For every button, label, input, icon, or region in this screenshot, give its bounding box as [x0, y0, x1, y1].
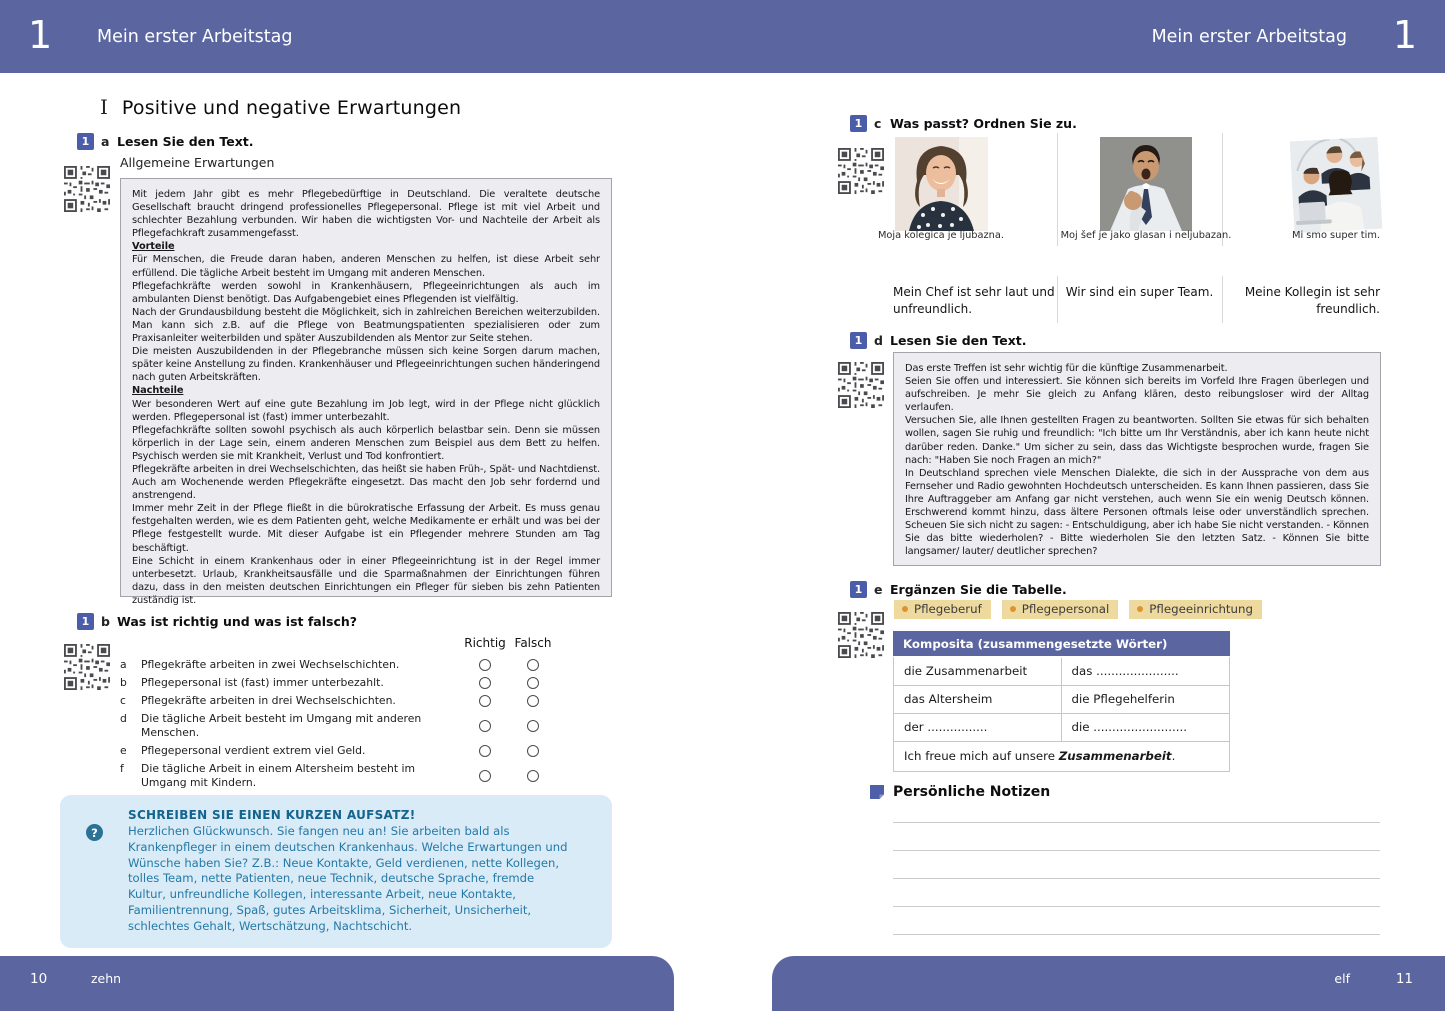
task-title: Ergänzen Sie die Tabelle. [890, 582, 1067, 597]
task-letter: d [874, 333, 883, 348]
task-title: Lesen Sie den Text. [890, 333, 1027, 348]
table-row [894, 658, 1229, 686]
task-number-badge: 1 [850, 115, 867, 132]
paragraph: Pflegekräfte arbeiten in drei Wechselschichten, das heißt sie haben Früh-, Spät- und Nachtdienst. Auch am Wochenende werden Pflegekräfte eingesetzt. Das macht den Job sehr fordernd und anstrengend. [132, 463, 600, 502]
task-title: Lesen Sie den Text. [117, 134, 254, 149]
photo-caption: Moja kolegica je ljubazna. [877, 230, 1004, 241]
tag-label: Pflegeberuf [914, 602, 982, 616]
notes-line [893, 822, 1380, 823]
paragraph: Die meisten Auszubildenden in der Pflegebranche müssen sich keine Sorgen darum machen, später keine Anstellung zu finden. Krankenhäuser und Pflegeeinrichtungen suchen händeringend nach guten Arbeitskräften. [132, 346, 600, 384]
qr-code-icon [838, 148, 884, 194]
word-tag [894, 600, 991, 619]
radio-falsch[interactable] [527, 659, 539, 671]
photo-loud-boss [1100, 137, 1192, 231]
item-statement: Die tägliche Arbeit besteht im Umgang mit anderen Menschen. [141, 712, 422, 739]
paragraph: Versuchen Sie, alle Ihnen gestellten Fragen zu beantworten. Sollten Sie etwas für sich behalten wollen, sagen Sie ruhig und freundlich: "Ich bitte um Ihr Verständnis, aber ich kann heute nicht darüber reden. Danke." Um sicher zu sein, dass das Wichtigste besprochen wurde, fragen Sie nach: "Haben Sie noch Fragen an mich?" [905, 415, 1369, 466]
task-1c-header [850, 115, 1077, 132]
task-letter: b [101, 614, 110, 629]
radio-richtig[interactable] [479, 677, 491, 689]
sentence-prefix: Ich freue mich auf unsere [904, 749, 1059, 763]
notes-line [893, 878, 1380, 879]
bullet-icon [1137, 606, 1143, 612]
essay-task-title: SCHREIBEN SIE EINEN KURZEN AUFSATZ! [128, 808, 416, 822]
task-number-badge: 1 [77, 133, 94, 150]
match-sentence: Meine Kollegin ist sehr freundlich. [1244, 285, 1380, 316]
page-number-word: zehn [91, 971, 122, 986]
table-cell-fill-in: die ......................... [1071, 720, 1188, 734]
task-number-badge: 1 [77, 613, 94, 630]
paragraph: Immer mehr Zeit in der Pflege fließt in die bürokratische Erfassung der Arbeit. Es muss genau festgehalten werden, wie es dem Patienten geht, welche Medikamente er erhält und was bei der Pflege festgestellt wurde. Mit dieser Aufgabe ist ein Pflegender mehrere Stunden am Tag beschäftigt. [132, 503, 600, 554]
item-statement: Pflegekräfte arbeiten in drei Wechselschichten. [141, 694, 396, 707]
word-tag [1002, 600, 1119, 619]
task-1b-header [77, 613, 357, 630]
column-header-falsch: Falsch [514, 636, 552, 650]
radio-falsch[interactable] [527, 745, 539, 757]
paragraph: Wer besonderen Wert auf eine gute Bezahlung im Job legt, wird in der Pflege nicht glücklich werden. Pflegepersonal ist (fast) immer unterbezahlt. [132, 398, 600, 423]
table-cell-fill-in: das ...................... [1071, 664, 1179, 678]
bullet-icon [1010, 606, 1016, 612]
task-letter: e [874, 582, 883, 597]
table-cell: die Pflegehelferin [1071, 692, 1175, 706]
photo-super-team [1290, 137, 1383, 233]
photo-caption: Moj šef je jako glasan i neljubazan. [1060, 230, 1232, 241]
section-heading [100, 95, 461, 119]
qr-code-icon [64, 644, 110, 690]
task-title: Was ist richtig und was ist falsch? [117, 614, 358, 629]
paragraph: Seien Sie offen und interessiert. Sie können sich bereits im Vorfeld Ihre Fragen überlegen und aufschreiben. Je mehr Sie gleich zu Anfang klären, desto reibungsloser wird der Alltag verlaufen. [905, 376, 1369, 414]
paragraph: Pflegefachkräfte werden sowohl in Krankenhäusern, Pflegeeinrichtungen als auch im ambulanten Dienst benötigt. Das Aufgabengebiet eines Pflegenden ist vielfältig. [132, 280, 600, 305]
task-letter: c [874, 116, 882, 131]
task-number-badge: 1 [850, 581, 867, 598]
chapter-title-left: Mein erster Arbeitstag [97, 26, 293, 47]
personal-notes-header [870, 784, 1050, 800]
radio-richtig[interactable] [479, 770, 491, 782]
chapter-title-right: Mein erster Arbeitstag [1151, 26, 1347, 47]
bullet-icon [902, 606, 908, 612]
chapter-header-bar [0, 0, 1445, 73]
question-mark-icon: ? [86, 824, 103, 841]
item-statement: Die tägliche Arbeit in einem Altersheim besteht im Umgang mit Kindern. [141, 762, 416, 789]
table-row [894, 686, 1229, 714]
item-statement: Pflegepersonal ist (fast) immer unterbezahlt. [141, 676, 384, 689]
table-example-sentence [894, 742, 1229, 771]
radio-falsch[interactable] [527, 770, 539, 782]
task-number-badge: 1 [850, 332, 867, 349]
reading-text-a [120, 178, 612, 606]
word-tags [894, 600, 1262, 619]
table-cell-fill-in: der ................ [894, 714, 1062, 741]
paragraph: Pflegefachkräfte sollten sowohl psychisch als auch körperlich belastbar sein. Denn sie müssen körperlich in der Lage sein, einem anderen Menschen zum Beispiel aus dem Bett zu helfen. Psychisch werden sie mit Krankheit, Verlust und Tod konfrontiert. [132, 424, 600, 462]
personal-notes-title: Persönliche Notizen [893, 784, 1051, 800]
tag-label: Pflegepersonal [1021, 602, 1110, 616]
item-letter: a [120, 658, 127, 671]
item-letter: e [120, 744, 127, 757]
task-1a-header [77, 133, 254, 150]
section-title: Positive und negative Erwartungen [121, 97, 462, 119]
paragraph: Das erste Treffen ist sehr wichtig für die künftige Zusammenarbeit. [905, 363, 1228, 374]
qr-code-icon [64, 166, 110, 212]
disadvantages-heading: Nachteile [132, 385, 184, 397]
sentence-keyword: Zusammenarbeit [1058, 749, 1172, 763]
item-letter: b [120, 676, 127, 689]
radio-richtig[interactable] [479, 720, 491, 732]
photo-caption: Mi smo super tim. [1292, 230, 1380, 241]
page-number: 10 [30, 971, 48, 987]
notes-line [893, 934, 1380, 935]
item-statement: Pflegepersonal verdient extrem viel Geld. [141, 744, 366, 757]
komposita-table [893, 631, 1230, 772]
true-false-table [120, 636, 557, 790]
match-sentence: Wir sind ein super Team. [1065, 285, 1214, 299]
paragraph: Mit jedem Jahr gibt es mehr Pflegebedürftige in Deutschland. Die veraltete deutsche Gesellschaft braucht dringend professionelles Pflegepersonal. Pflege ist mit viel Arbeit und schlechter Bezahlung verbunden. Wir haben die wichtigsten Vor- und Nachteile der Arbeit als Pflegefachkraft zusammengefasst. [132, 189, 600, 240]
sentence-suffix: . [1171, 749, 1176, 763]
notes-line [893, 906, 1380, 907]
radio-falsch[interactable] [527, 720, 539, 732]
item-statement: Pflegekräfte arbeiten in zwei Wechselschichten. [141, 658, 400, 671]
word-tag [1129, 600, 1262, 619]
essay-task-body: Herzlichen Glückwunsch. Sie fangen neu an! Sie arbeiten bald als Krankenpfleger in einem deutschen Krankenhaus. Welche Erwartungen und Wünsche haben Sie? Z.B.: Neue Kontakte, Geld verdienen, nette Kollegen, tolles Team, nette Patienten, neue Technik, deutsche Sprache, fremde Kultur, unfreundliche Kollegen, interessante Arbeit, neue Kontakte, Familientrennung, Spaß, gutes Arbeitsklima, Sicherheit, Unsicherheit, schlechtes Gehalt, Wertschätzung, Nachtschicht. [128, 824, 568, 933]
text-subtitle: Allgemeine Erwartungen [120, 155, 275, 170]
page-number: 11 [1395, 971, 1413, 987]
task-title: Was passt? Ordnen Sie zu. [890, 116, 1077, 131]
chapter-number-right: 1 [1392, 13, 1417, 57]
table-row [894, 714, 1229, 742]
item-letter: d [120, 712, 127, 725]
reading-text-d [893, 352, 1381, 566]
section-roman-numeral: I [100, 95, 108, 119]
column-header-richtig: Richtig [464, 636, 506, 650]
note-icon [870, 785, 884, 799]
paragraph: Eine Schicht in einem Krankenhaus oder in einer Pflegeeinrichtung ist in der Regel immer unterbesetzt. Urlaub, Krankheitsausfälle und die Sparmaßnahmen der Einrichtungen führen dazu, dass in den meisten deutschen Einrichtungen ein Pfleger für sieben bis zehn Patienten zuständig ist. [132, 555, 600, 606]
item-letter: f [120, 762, 124, 775]
tag-label: Pflegeeinrichtung [1149, 602, 1253, 616]
paragraph: Nach der Grundausbildung besteht die Möglichkeit, sich in zahlreichen Bereichen weiterzubilden. Man kann sich z.B. auf die Pflege von Beatmungspatienten spezialisieren oder zum Praxisanleiter weiterbilden und später Auszubildenden als Mentor zur Seite stehen. [132, 306, 600, 345]
page-footer-left [0, 956, 674, 1011]
radio-richtig[interactable] [479, 745, 491, 757]
task-1d-header [850, 332, 1027, 349]
chapter-number-left: 1 [28, 13, 53, 57]
qr-code-icon [838, 612, 884, 658]
notes-line [893, 850, 1380, 851]
table-cell: die Zusammenarbeit [894, 658, 1062, 685]
radio-richtig[interactable] [479, 659, 491, 671]
radio-falsch[interactable] [527, 677, 539, 689]
advantages-heading: Vorteile [132, 241, 175, 253]
photo-friendly-colleague [895, 137, 988, 231]
qr-code-icon [838, 362, 884, 408]
radio-falsch[interactable] [527, 695, 539, 707]
page-footer-right [772, 956, 1445, 1011]
paragraph: In Deutschland sprechen viele Menschen Dialekte, die sich in der Aussprache von dem aus Fernseher und Radio gewohnten Hochdeutsch unterscheiden. Es kann Ihnen passieren, dass Sie Ihre Auftraggeber am Anfang gar nicht verstehen, auch wenn Sie ein wenig Deutsch können. Erschwerend kommt hinzu, dass ältere Personen oftmals leise oder unverständlich sprechen. Scheuen Sie sich nicht zu sagen: - Entschuldigung, aber ich habe Sie nicht verstanden. - Können Sie das bitte wiederholen? - Bitte wiederholen Sie den letzten Satz. - Können Sie bitte langsamer/ lauter/ deutlicher sprechen? [905, 467, 1369, 558]
radio-richtig[interactable] [479, 695, 491, 707]
essay-task-box [60, 795, 612, 948]
task-letter: a [101, 134, 110, 149]
table-cell: das Altersheim [894, 686, 1062, 713]
match-sentence: Mein Chef ist sehr laut und unfreundlich. [893, 285, 1055, 316]
table-header: Komposita (zusammengesetzte Wörter) [893, 631, 1230, 656]
task-1e-header [850, 581, 1067, 598]
page-number-word: elf [1334, 971, 1350, 986]
item-letter: c [120, 694, 126, 707]
paragraph: Für Menschen, die Freude daran haben, anderen Menschen zu helfen, ist diese Arbeit sehr erfüllend. Die tägliche Arbeit besteht im Umgang mit anderen Menschen. [132, 254, 600, 279]
